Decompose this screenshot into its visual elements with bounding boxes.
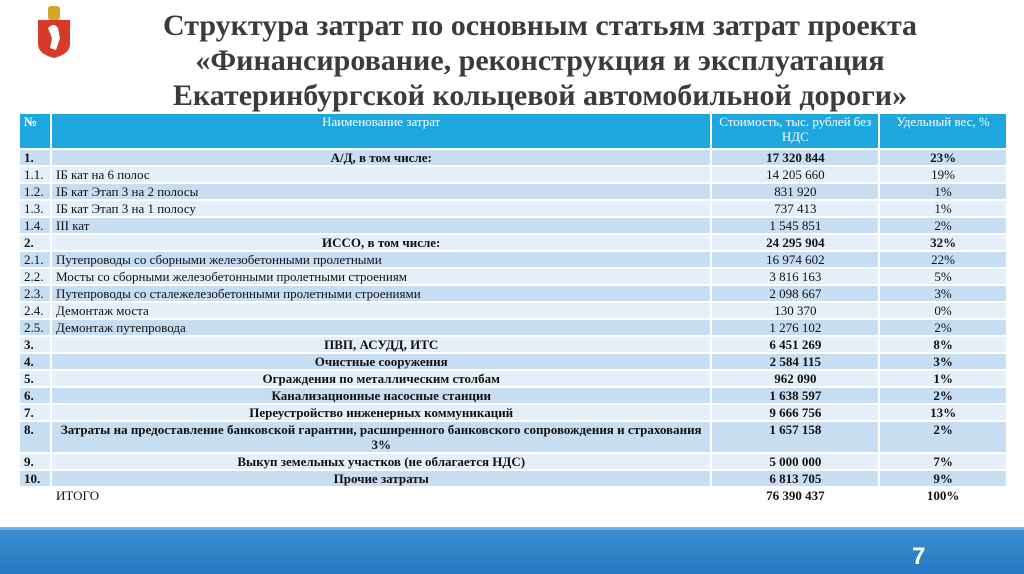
row-share: 1% — [879, 370, 1007, 387]
table-row — [19, 370, 1007, 387]
row-number: 7. — [19, 404, 51, 421]
row-cost: 831 920 — [711, 183, 879, 200]
table-row — [19, 404, 1007, 421]
row-share: 1% — [879, 200, 1007, 217]
row-cost: 1 657 158 — [711, 421, 879, 453]
row-number: 2.3. — [19, 285, 51, 302]
row-name: Прочие затраты — [51, 470, 711, 487]
row-number: 2.5. — [19, 319, 51, 336]
row-cost: 962 090 — [711, 370, 879, 387]
table-row — [19, 421, 1007, 453]
cost-structure-table — [18, 112, 1008, 505]
table-row — [19, 387, 1007, 404]
row-name: Демонтаж моста — [51, 302, 711, 319]
table-row — [19, 251, 1007, 268]
row-name: IБ кат Этап 3 на 2 полосы — [51, 183, 711, 200]
row-cost: 5 000 000 — [711, 453, 879, 470]
page-title — [90, 8, 990, 113]
table-row — [19, 217, 1007, 234]
row-share: 8% — [879, 336, 1007, 353]
row-name: Канализационные насосные станции — [51, 387, 711, 404]
row-cost: 130 370 — [711, 302, 879, 319]
row-share: 32% — [879, 234, 1007, 251]
coat-of-arms-logo — [36, 6, 72, 58]
row-number: 1. — [19, 149, 51, 166]
title-line: Екатеринбургской кольцевой автомобильной дороги» — [172, 79, 908, 112]
row-name: Переустройство инженерных коммуникаций — [51, 404, 711, 421]
total-share: 100% — [879, 487, 1007, 504]
total-cost: 76 390 437 — [711, 487, 879, 504]
row-number: 1.2. — [19, 183, 51, 200]
table-row — [19, 149, 1007, 166]
row-cost: 2 584 115 — [711, 353, 879, 370]
row-share: 3% — [879, 353, 1007, 370]
row-share: 2% — [879, 387, 1007, 404]
row-name: Ограждения по металлическим столбам — [51, 370, 711, 387]
row-share: 7% — [879, 453, 1007, 470]
table-row — [19, 285, 1007, 302]
row-name: Демонтаж путепровода — [51, 319, 711, 336]
table-row — [19, 200, 1007, 217]
row-share: 1% — [879, 183, 1007, 200]
table-row — [19, 166, 1007, 183]
title-line: Структура затрат по основным статьям затрат проекта — [162, 9, 918, 42]
row-cost: 2 098 667 — [711, 285, 879, 302]
row-share: 9% — [879, 470, 1007, 487]
row-number: 2.4. — [19, 302, 51, 319]
row-name: Путепроводы со сталежелезобетонными пролетными строениями — [51, 285, 711, 302]
row-number: 2.1. — [19, 251, 51, 268]
header-name: Наименование затрат — [51, 113, 711, 149]
footer-band — [0, 530, 1024, 574]
row-cost: 1 276 102 — [711, 319, 879, 336]
row-cost: 1 545 851 — [711, 217, 879, 234]
row-share: 3% — [879, 285, 1007, 302]
row-name: ПВП, АСУДД, ИТС — [51, 336, 711, 353]
table-row — [19, 183, 1007, 200]
row-share: 13% — [879, 404, 1007, 421]
table-row — [19, 453, 1007, 470]
row-share: 0% — [879, 302, 1007, 319]
row-name: IБ кат на 6 полос — [51, 166, 711, 183]
table-row — [19, 268, 1007, 285]
row-name: Выкуп земельных участков (не облагается НДС) — [51, 453, 711, 470]
row-share: 19% — [879, 166, 1007, 183]
row-number: 2.2. — [19, 268, 51, 285]
header-number: № — [19, 113, 51, 149]
row-cost: 17 320 844 — [711, 149, 879, 166]
row-cost: 14 205 660 — [711, 166, 879, 183]
row-number: 1.3. — [19, 200, 51, 217]
row-number: 3. — [19, 336, 51, 353]
row-name: Мосты со сборными железобетонными пролетными строениям — [51, 268, 711, 285]
row-name: Путепроводы со сборными железобетонными пролетными — [51, 251, 711, 268]
row-cost: 3 816 163 — [711, 268, 879, 285]
total-row — [19, 487, 1007, 504]
row-number: 1.1. — [19, 166, 51, 183]
table-row — [19, 319, 1007, 336]
row-name: IБ кат Этап 3 на 1 полосу — [51, 200, 711, 217]
row-share: 2% — [879, 217, 1007, 234]
row-cost: 1 638 597 — [711, 387, 879, 404]
row-cost: 16 974 602 — [711, 251, 879, 268]
row-cost: 737 413 — [711, 200, 879, 217]
total-label: ИТОГО — [51, 487, 711, 504]
row-number: 8. — [19, 421, 51, 453]
table-row — [19, 234, 1007, 251]
row-number: 9. — [19, 453, 51, 470]
row-number: 10. — [19, 470, 51, 487]
row-name: Очистные сооружения — [51, 353, 711, 370]
row-number: 2. — [19, 234, 51, 251]
row-share: 5% — [879, 268, 1007, 285]
table-row — [19, 336, 1007, 353]
row-number: 6. — [19, 387, 51, 404]
row-name: Затраты на предоставление банковской гарантии, расширенного банковского сопровождения и страхования 3% — [51, 421, 711, 453]
row-name: III кат — [51, 217, 711, 234]
row-name: ИССО, в том числе: — [51, 234, 711, 251]
row-cost: 6 451 269 — [711, 336, 879, 353]
row-share: 23% — [879, 149, 1007, 166]
row-share: 2% — [879, 319, 1007, 336]
row-cost: 24 295 904 — [711, 234, 879, 251]
total-spacer — [19, 487, 51, 504]
row-cost: 9 666 756 — [711, 404, 879, 421]
row-share: 22% — [879, 251, 1007, 268]
header-cost: Стоимость, тыс. рублей без НДС — [711, 113, 879, 149]
row-share: 2% — [879, 421, 1007, 453]
table-header-row — [19, 113, 1007, 149]
row-number: 4. — [19, 353, 51, 370]
title-line: «Финансирование, реконструкция и эксплуатация — [195, 44, 885, 77]
row-name: А/Д, в том числе: — [51, 149, 711, 166]
row-number: 5. — [19, 370, 51, 387]
table-row — [19, 353, 1007, 370]
row-number: 1.4. — [19, 217, 51, 234]
header-share: Удельный вес, % — [879, 113, 1007, 149]
table-row — [19, 470, 1007, 487]
page-number: 7 — [912, 543, 926, 570]
row-cost: 6 813 705 — [711, 470, 879, 487]
table-row — [19, 302, 1007, 319]
